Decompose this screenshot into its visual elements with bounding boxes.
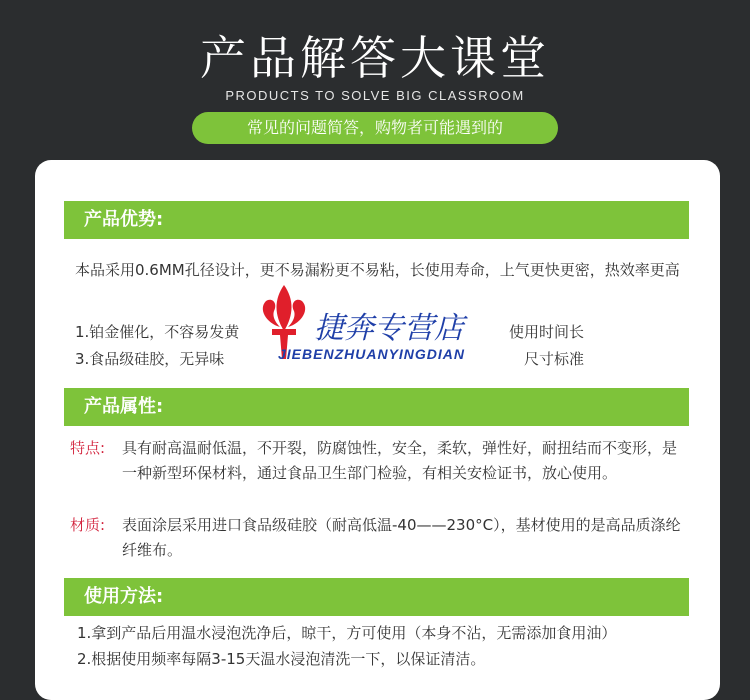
- material-label: 材质:: [70, 516, 106, 534]
- usage-step: 2.根据使用频率每隔3-15天温水浸泡清洗一下，以保证清洁。: [77, 650, 486, 668]
- watermark-shop-pinyin: JIEBENZHUANYINGDIAN: [278, 346, 466, 362]
- section-heading-advantages: 产品优势:: [64, 201, 689, 239]
- faq-tagline-pill: 常见的问题简答，购物者可能遇到的: [192, 112, 558, 144]
- section-heading-usage: 使用方法:: [64, 578, 689, 616]
- advantage-item: 3.食品级硅胶，无异味: [75, 350, 225, 368]
- shop-watermark: [258, 283, 558, 373]
- page-title: 产品解答大课堂: [200, 31, 550, 85]
- page-subtitle: PRODUCTS TO SOLVE BIG CLASSROOM: [225, 88, 525, 103]
- advantage-item: 1.铂金催化，不容易发黄: [75, 323, 240, 341]
- material-row: [70, 513, 690, 563]
- advantage-item: 尺寸标准: [524, 350, 585, 368]
- watermark-shop-name: 捷奔专营店: [314, 311, 464, 346]
- feature-row: [70, 436, 690, 486]
- material-text: 表面涂层采用进口食品级硅胶（耐高低温-40——230°C），基材使用的是高品质涤纶纤维布。: [122, 516, 681, 559]
- content-card: [35, 160, 720, 700]
- feature-text: 具有耐高温耐低温，不开裂，防腐蚀性，安全，柔软，弹性好，耐扭结而不变形，是一种新型环保材料，通过食品卫生部门检验，有相关安检证书，放心使用。: [122, 439, 678, 482]
- usage-step: 1.拿到产品后用温水浸泡洗净后，晾干，方可使用（本身不沾，无需添加食用油）: [77, 624, 617, 642]
- feature-label: 特点:: [70, 439, 106, 457]
- section-heading-attributes: 产品属性:: [64, 388, 689, 426]
- advantages-intro: 本品采用0.6MM孔径设计，更不易漏粉更不易粘，长使用寿命，上气更快更密，热效率更高: [75, 261, 680, 279]
- advantage-item: 使用时间长: [509, 323, 585, 341]
